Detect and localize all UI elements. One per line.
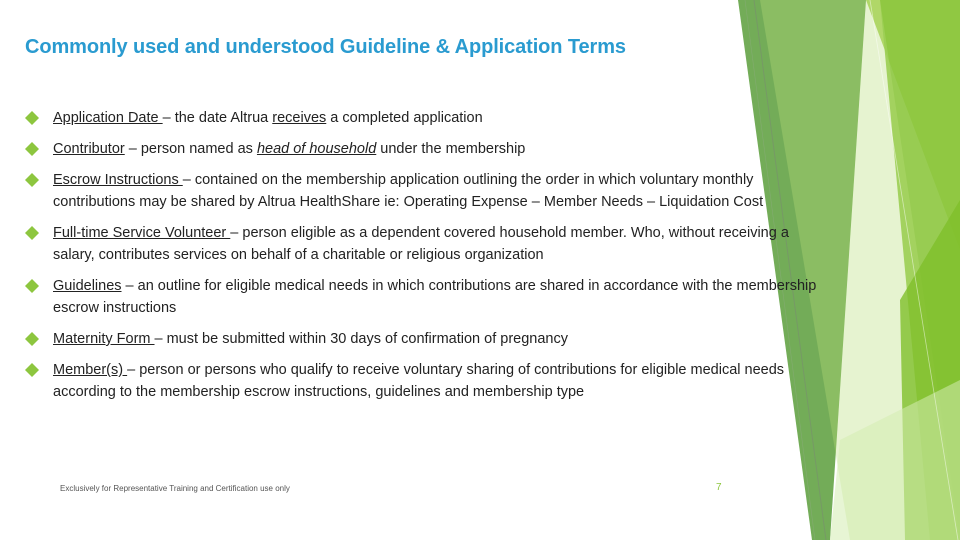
term-item-escrow-instructions: [25, 169, 825, 213]
term-item-application-date: [25, 107, 825, 129]
term-definition-part: – the date Altrua: [162, 110, 273, 126]
slide-title: Commonly used and understood Guideline & Application Terms: [25, 36, 626, 58]
term-item-guidelines: [25, 275, 825, 319]
term-definition: – person eligible as a dependent covered household member. Who, without receiving a salary, contributes services on behalf of a charitable or religious organization: [53, 225, 789, 263]
diamond-bullet-icon: [25, 332, 39, 346]
diamond-bullet-icon: [25, 111, 39, 125]
term-definition-part: under the membership: [376, 141, 526, 157]
term-item-contributor: [25, 138, 825, 160]
diamond-bullet-icon: [25, 142, 39, 156]
term-definition: – must be submitted within 30 days of confirmation of pregnancy: [154, 331, 568, 347]
term-emphasis: head of household: [256, 141, 377, 157]
term-label: Contributor: [53, 141, 125, 157]
diamond-bullet-icon: [25, 279, 39, 293]
term-definition-part: a completed application: [326, 110, 483, 126]
term-label: Guidelines: [53, 278, 122, 294]
term-item-maternity-form: [25, 328, 825, 350]
term-emphasis: receives: [272, 110, 327, 126]
diamond-bullet-icon: [25, 173, 39, 187]
term-label: Escrow Instructions: [53, 172, 183, 188]
terms-list: [25, 107, 825, 412]
term-definition-part: – person named as: [124, 141, 257, 157]
term-label: Member(s): [53, 362, 128, 378]
term-item-service-volunteer: [25, 222, 825, 266]
term-definition: – an outline for eligible medical needs in which contributions are shared in accordance with the membership escrow instructions: [53, 278, 817, 316]
term-item-members: [25, 359, 825, 403]
diamond-bullet-icon: [25, 363, 39, 377]
term-label: Maternity Form: [53, 331, 155, 347]
term-label: Application Date: [53, 110, 163, 126]
page-number: 7: [716, 482, 722, 493]
term-label: Full-time Service Volunteer: [53, 225, 231, 241]
diamond-bullet-icon: [25, 226, 39, 240]
term-definition: – contained on the membership application outlining the order in which voluntary monthly contributions may be shared by Altrua HealthShare ie: Operating Expense – Member Needs – Liquidation Cost: [53, 172, 764, 210]
term-definition: – person or persons who qualify to receive voluntary sharing of contributions for eligible medical needs according to the membership escrow instructions, guidelines and membership type: [53, 362, 785, 400]
footer-note: Exclusively for Representative Training and Certification use only: [60, 484, 290, 493]
